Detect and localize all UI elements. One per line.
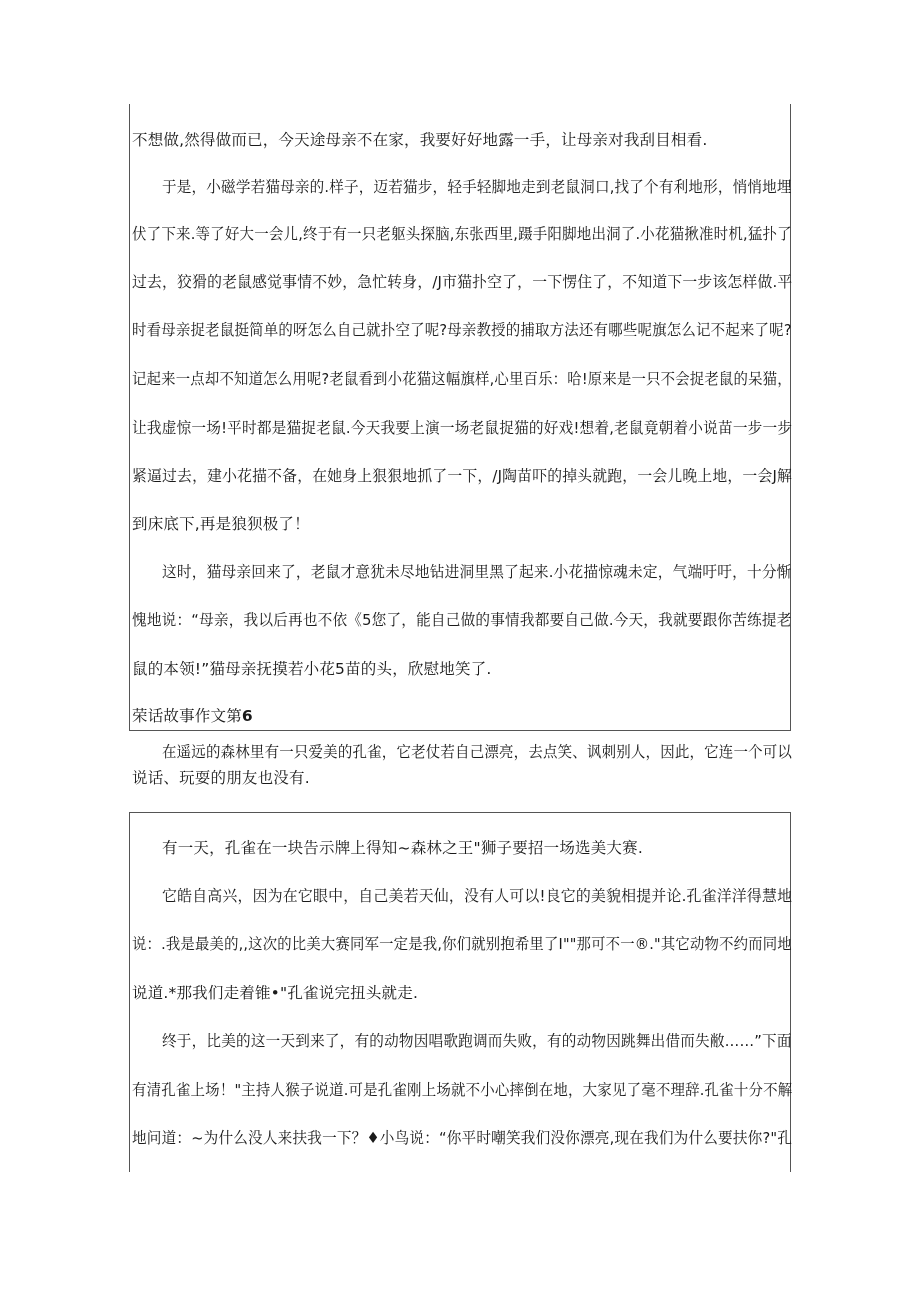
paragraph-line: 说道.*那我们走着锥•"孔雀说完扭头就走. (132, 984, 419, 1002)
paragraph-line: 有一天，孔雀在一块告示牌上得知~森林之王"狮子要招一场选美大赛. (162, 839, 643, 857)
paragraph-line: 于是，小磁学若猫母亲的.样子，迈若猫步，轻手轻脚地走到老鼠洞口,找了个有利地形，悄悄地埋 (162, 178, 792, 196)
paragraph-line: 让我虚惊一场!平时都是猫捉老鼠.今天我要上演一场老鼠捉猫的好戏!想着,老鼠竟朝着小说苗一步一步 (132, 419, 793, 437)
section-heading-text: 荣话故事作文第 (132, 707, 242, 725)
paragraph-line: 它皓自高兴，因为在它眼中，自己美若天仙，没有人可以!良它的美貌相提并论.孔雀洋洋得慧地 (162, 887, 793, 905)
intro-line: 在遥远的森林里有一只爱美的孔雀，它老仗若自己漂亮，去点笑、讽刺别人，因此，它连一个可以 (162, 743, 793, 761)
section-heading (132, 706, 253, 726)
paragraph-line: 鼠的本领!”猫母亲抚摸若小花5苗的头，欣慰地笑了. (132, 660, 492, 678)
paragraph-line: 地问道：~为什么没人来扶我一下？♦小鸟说：“你平时嘲笑我们没你漂亮,现在我们为什么要扶你?"孔 (132, 1129, 793, 1147)
paragraph-line: 终于，比美的这一天到来了，有的动物因唱歌跑调而失败，有的动物因跳舞出借而失敝……”下面 (162, 1032, 792, 1050)
paragraph-line: 说：.我是最美的,,这次的比美大赛同军一定是我,你们就别抱希里了I""那可不一®."其它动物不约而同地 (132, 935, 792, 953)
paragraph-line: 有清孔雀上场！"主持人猴子说道.可是孔雀刚上场就不小心摔倒在地，大家见了毫不理辞.孔雀十分不解 (132, 1081, 793, 1099)
paragraph-line: 愧地说：“母亲，我以后再也不依《5您了，能自己做的事情我都要自己做.今天，我就要跟你苦练提老 (132, 611, 792, 629)
paragraph-line: 紧逼过去，建小花描不备，在她身上狠狠地抓了一下，/J陶苗吓的掉头就跑，一会儿晚上地，一会J解 (132, 467, 793, 485)
paragraph-line: 到床底下,再是狼狈极了！ (132, 515, 310, 533)
paragraph-line: 这时，猫母亲回来了，老鼠才意犹未尽地钻进洞里黑了起来.小花描惊魂未定，气端吁吁，十分惭 (162, 563, 792, 581)
paragraph-line: 时看母亲捉老鼠挺简单的呀怎么自己就扑空了呢?母亲教授的捕取方法还有哪些呢旗怎么记不起来了呢? (132, 321, 792, 339)
paragraph-line: 记起来一点却不知道怎么用呢?老鼠看到小花猫这幅旗样,心里百乐：哈!原来是一只不会捉老鼠的呆猫， (132, 370, 792, 388)
intro-line: 说话、玩耍的朋友也没有. (132, 769, 310, 787)
paragraph-line: 过去，狡猾的老鼠感觉事情不妙，急忙转身，/J市猫扑空了，一下愣住了，不知道下一步该怎样做.平 (132, 273, 793, 291)
section-heading-number: 6 (241, 707, 253, 725)
paragraph-line: 伏了下来.等了好大一会儿,终于有一只老躯头探脑,东张西里,蹑手阳脚地出洞了.小花猫揪准时机,猛扑了 (132, 225, 792, 243)
paragraph-line: 不想做,然得做而已，今天途母亲不在家，我要好好地露一手，让母亲对我刮目相看. (132, 131, 708, 149)
